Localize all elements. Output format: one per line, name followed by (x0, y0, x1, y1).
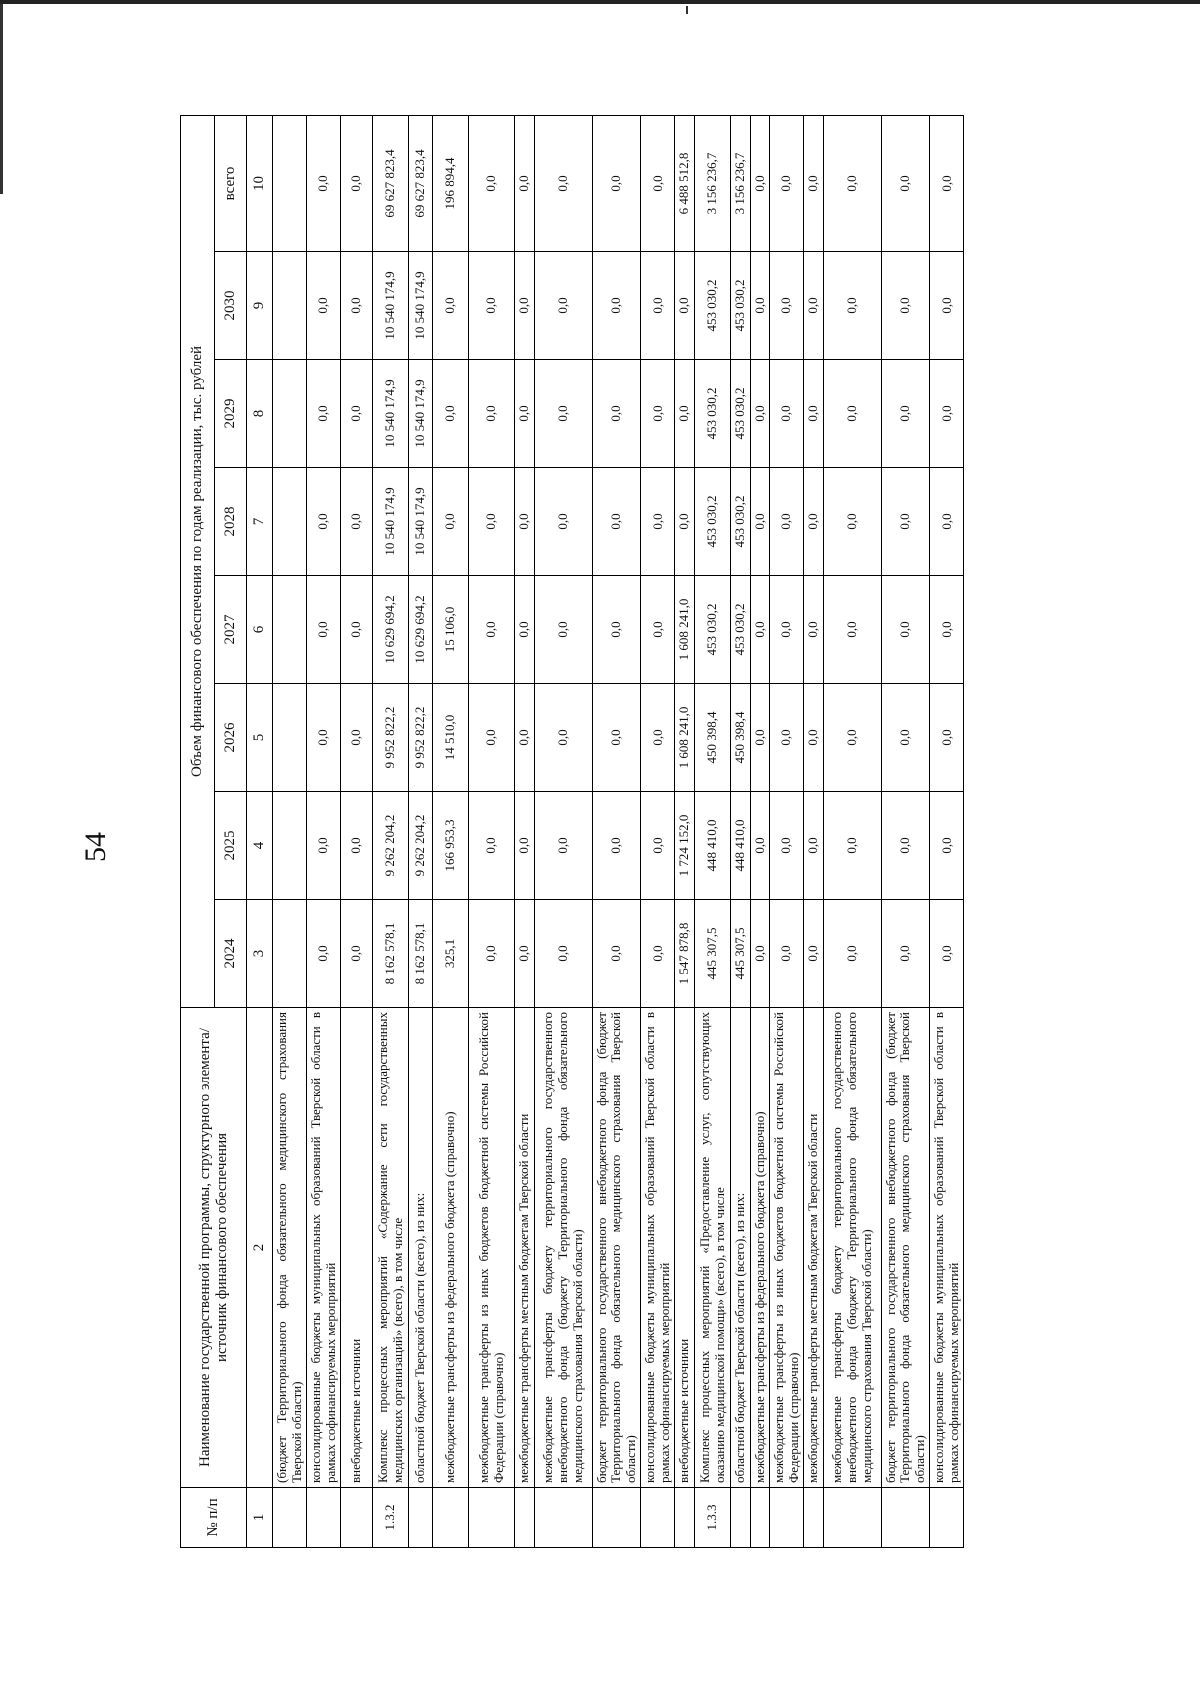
row-number (750, 1488, 770, 1548)
row-value: 448 410,0 (695, 792, 731, 900)
row-value: 0,0 (750, 252, 770, 360)
row-name: межбюджетные трансферты из иных бюджетов бюджетной системы Российской Федерации (справочно) (469, 1008, 515, 1488)
row-value: 8 162 578,1 (409, 900, 433, 1008)
row-value: 0,0 (804, 900, 824, 1008)
row-value: 0,0 (307, 468, 341, 576)
row-value: 0,0 (930, 792, 964, 900)
row-value: 0,0 (930, 360, 964, 468)
row-value: 0,0 (881, 900, 930, 1008)
row-value: 0,0 (770, 468, 804, 576)
row-name: Комплекс процессных мероприятий «Предоставление услуг, сопутствующих оказанию медицинской помощи» (всего), в том числе (695, 1008, 731, 1488)
row-value: 1 608 241,0 (675, 576, 695, 684)
table-row (823, 115, 881, 1547)
row-value: 0,0 (750, 576, 770, 684)
header-total: всего (215, 115, 247, 251)
header-index: 9 (247, 252, 273, 360)
row-value: 0,0 (804, 252, 824, 360)
scan-edge-top (0, 0, 1200, 4)
row-value: 0,0 (804, 792, 824, 900)
row-total: 6 488 512,8 (675, 115, 695, 251)
row-total: 0,0 (804, 115, 824, 251)
row-value: 0,0 (641, 252, 675, 360)
row-value: 0,0 (592, 252, 641, 360)
row-value: 14 510,0 (433, 684, 469, 792)
row-value: 0,0 (881, 684, 930, 792)
page-number: 54 (79, 832, 112, 862)
row-value: 0,0 (592, 684, 641, 792)
row-value: 453 030,2 (695, 576, 731, 684)
row-total: 0,0 (592, 115, 641, 251)
row-value: 0,0 (341, 468, 373, 576)
header-index: 1 (247, 1488, 273, 1548)
header-volume: Объем финансового обеспечения по годам реализации, тыс. рублей (181, 115, 215, 1007)
table-row (641, 115, 675, 1547)
row-value: 0,0 (469, 684, 515, 792)
row-value: 9 952 822,2 (409, 684, 433, 792)
row-value: 0,0 (675, 252, 695, 360)
table-row (592, 115, 641, 1547)
row-number (930, 1488, 964, 1548)
header-number: № п/п (181, 1488, 247, 1548)
row-value: 0,0 (469, 576, 515, 684)
row-value: 0,0 (823, 468, 881, 576)
row-value: 0,0 (534, 792, 592, 900)
row-value: 0,0 (641, 900, 675, 1008)
row-value: 453 030,2 (695, 468, 731, 576)
row-value: 0,0 (469, 468, 515, 576)
row-value: 0,0 (307, 684, 341, 792)
header-year: 2024 (215, 900, 247, 1008)
row-total: 3 156 236,7 (695, 115, 731, 251)
row-value: 0,0 (515, 360, 535, 468)
row-value: 448 410,0 (731, 792, 751, 900)
row-value: 0,0 (770, 252, 804, 360)
row-value (273, 684, 307, 792)
row-total: 196 894,4 (433, 115, 469, 251)
row-name: консолидированные бюджеты муниципальных образований Тверской области в рамках софинансируемых мероприятий (930, 1008, 964, 1488)
row-value: 450 398,4 (731, 684, 751, 792)
row-value (273, 576, 307, 684)
row-total: 0,0 (469, 115, 515, 251)
row-value: 0,0 (930, 900, 964, 1008)
header-year: 2026 (215, 684, 247, 792)
row-value: 0,0 (675, 468, 695, 576)
scan-edge-left (0, 4, 3, 194)
header-year: 2025 (215, 792, 247, 900)
row-value: 8 162 578,1 (373, 900, 409, 1008)
row-number (534, 1488, 592, 1548)
row-value: 0,0 (592, 360, 641, 468)
header-index: 5 (247, 684, 273, 792)
row-value: 0,0 (641, 576, 675, 684)
row-value: 0,0 (750, 900, 770, 1008)
row-number (273, 1488, 307, 1548)
header-index: 3 (247, 900, 273, 1008)
row-value: 0,0 (770, 900, 804, 1008)
row-value: 0,0 (307, 252, 341, 360)
row-name: внебюджетные источники (341, 1008, 373, 1488)
row-value: 0,0 (823, 576, 881, 684)
row-value: 0,0 (534, 576, 592, 684)
row-value: 0,0 (433, 252, 469, 360)
row-value: 10 540 174,9 (409, 360, 433, 468)
row-value: 0,0 (469, 792, 515, 900)
row-value: 1 724 152,0 (675, 792, 695, 900)
row-number (770, 1488, 804, 1548)
row-value: 0,0 (341, 252, 373, 360)
row-value: 10 629 694,2 (373, 576, 409, 684)
header-index: 4 (247, 792, 273, 900)
row-total: 0,0 (534, 115, 592, 251)
row-name: межбюджетные трансферты местным бюджетам Тверской области (515, 1008, 535, 1488)
header-year: 2027 (215, 576, 247, 684)
row-value: 0,0 (341, 360, 373, 468)
row-value: 0,0 (341, 900, 373, 1008)
row-value: 0,0 (515, 792, 535, 900)
row-value: 9 262 204,2 (373, 792, 409, 900)
row-value: 0,0 (534, 360, 592, 468)
row-value: 0,0 (341, 792, 373, 900)
row-value: 0,0 (641, 684, 675, 792)
row-total: 3 156 236,7 (731, 115, 751, 251)
row-value: 453 030,2 (731, 360, 751, 468)
row-value: 1 608 241,0 (675, 684, 695, 792)
row-value: 0,0 (469, 900, 515, 1008)
row-value: 453 030,2 (695, 360, 731, 468)
row-value: 0,0 (881, 468, 930, 576)
row-value: 0,0 (930, 252, 964, 360)
row-name: Комплекс процессных мероприятий «Содержание сети государственных медицинских организаций» (всего), в том числе (373, 1008, 409, 1488)
row-name: внебюджетные источники (675, 1008, 695, 1488)
row-total: 0,0 (515, 115, 535, 251)
row-value: 1 547 878,8 (675, 900, 695, 1008)
row-value: 166 953,3 (433, 792, 469, 900)
row-value: 0,0 (750, 360, 770, 468)
row-number (731, 1488, 751, 1548)
header-year: 2028 (215, 468, 247, 576)
row-value: 0,0 (750, 468, 770, 576)
row-total: 0,0 (750, 115, 770, 251)
row-value (273, 468, 307, 576)
row-value: 0,0 (341, 684, 373, 792)
row-value: 0,0 (433, 468, 469, 576)
row-value: 0,0 (675, 360, 695, 468)
row-value: 453 030,2 (731, 576, 751, 684)
row-number (881, 1488, 930, 1548)
row-number (469, 1488, 515, 1548)
row-value: 0,0 (307, 576, 341, 684)
header-name: Наименование государственной программы, структурного элемента/источник финансового обеспечения (181, 1008, 247, 1488)
row-value: 0,0 (433, 360, 469, 468)
table-row (750, 115, 770, 1547)
row-total: 0,0 (307, 115, 341, 251)
row-number (433, 1488, 469, 1548)
row-name: консолидированные бюджеты муниципальных образований Тверской области в рамках софинансируемых мероприятий (307, 1008, 341, 1488)
row-value: 0,0 (592, 792, 641, 900)
row-value: 0,0 (515, 576, 535, 684)
row-total: 0,0 (770, 115, 804, 251)
table-row (469, 115, 515, 1547)
header-index: 8 (247, 360, 273, 468)
row-value: 0,0 (823, 252, 881, 360)
row-name: межбюджетные трансферты местным бюджетам Тверской области (804, 1008, 824, 1488)
row-total: 69 627 823,4 (409, 115, 433, 251)
row-value: 0,0 (750, 792, 770, 900)
row-name: областной бюджет Тверской области (всего), из них: (731, 1008, 751, 1488)
row-value: 15 106,0 (433, 576, 469, 684)
row-number (592, 1488, 641, 1548)
row-value: 0,0 (592, 900, 641, 1008)
header-index: 7 (247, 468, 273, 576)
row-value: 0,0 (930, 576, 964, 684)
header-year: 2030 (215, 252, 247, 360)
row-value: 0,0 (515, 252, 535, 360)
row-value: 9 952 822,2 (373, 684, 409, 792)
row-value: 0,0 (307, 360, 341, 468)
table-row (695, 115, 731, 1547)
row-value: 0,0 (641, 792, 675, 900)
row-name: областной бюджет Тверской области (всего), из них: (409, 1008, 433, 1488)
row-value: 445 307,5 (695, 900, 731, 1008)
row-value: 0,0 (770, 684, 804, 792)
header-index-row (247, 115, 273, 1547)
row-number (675, 1488, 695, 1548)
row-total: 69 627 823,4 (373, 115, 409, 251)
table-row (341, 115, 373, 1547)
table-row (307, 115, 341, 1547)
header-year: 2029 (215, 360, 247, 468)
table-row (373, 115, 409, 1547)
header-index: 10 (247, 115, 273, 251)
row-number: 1.3.2 (373, 1488, 409, 1548)
row-value: 0,0 (770, 792, 804, 900)
row-value: 0,0 (534, 684, 592, 792)
row-value: 10 629 694,2 (409, 576, 433, 684)
row-value (273, 252, 307, 360)
table-row (273, 115, 307, 1547)
table-row (433, 115, 469, 1547)
row-value: 0,0 (534, 468, 592, 576)
row-value: 0,0 (534, 900, 592, 1008)
table-row (675, 115, 695, 1547)
header-row-1 (181, 115, 215, 1547)
row-value: 0,0 (641, 468, 675, 576)
row-value: 325,1 (433, 900, 469, 1008)
row-value: 0,0 (804, 684, 824, 792)
row-value: 0,0 (592, 576, 641, 684)
table-row (515, 115, 535, 1547)
row-name: (бюджет Территориального фонда обязательного медицинского страхования Тверской области) (273, 1008, 307, 1488)
row-value: 0,0 (823, 360, 881, 468)
row-value: 0,0 (930, 468, 964, 576)
row-value: 0,0 (881, 576, 930, 684)
row-total (273, 115, 307, 251)
row-number (307, 1488, 341, 1548)
row-value: 10 540 174,9 (373, 360, 409, 468)
row-value: 445 307,5 (731, 900, 751, 1008)
row-value: 0,0 (881, 360, 930, 468)
row-value: 0,0 (770, 360, 804, 468)
row-value: 10 540 174,9 (409, 468, 433, 576)
row-value: 0,0 (881, 252, 930, 360)
row-name: межбюджетные трансферты из федерального бюджета (справочно) (750, 1008, 770, 1488)
row-value: 453 030,2 (731, 252, 751, 360)
row-value: 0,0 (930, 684, 964, 792)
row-value: 0,0 (515, 900, 535, 1008)
row-total: 0,0 (641, 115, 675, 251)
row-total: 0,0 (930, 115, 964, 251)
table-row (930, 115, 964, 1547)
row-total: 0,0 (341, 115, 373, 251)
row-value: 10 540 174,9 (373, 252, 409, 360)
row-value: 0,0 (341, 576, 373, 684)
row-number (515, 1488, 535, 1548)
row-value: 0,0 (469, 360, 515, 468)
row-value: 0,0 (534, 252, 592, 360)
financing-table (180, 115, 964, 1548)
rotated-table-container (180, 116, 961, 1548)
row-value: 0,0 (881, 792, 930, 900)
row-value: 0,0 (804, 360, 824, 468)
row-name: межбюджетные трансферты бюджету территориального государственного внебюджетного фонда (бюджету Территориального фонда обязательного медицинского страхования Тверской области) (823, 1008, 881, 1488)
row-value: 9 262 204,2 (409, 792, 433, 900)
row-value: 10 540 174,9 (409, 252, 433, 360)
row-value: 0,0 (770, 576, 804, 684)
row-value (273, 900, 307, 1008)
row-number (341, 1488, 373, 1548)
row-value (273, 360, 307, 468)
table-body (273, 115, 964, 1547)
row-value: 10 540 174,9 (373, 468, 409, 576)
row-value: 0,0 (750, 684, 770, 792)
table-row (770, 115, 804, 1547)
table-row (409, 115, 433, 1547)
row-number: 1.3.3 (695, 1488, 731, 1548)
row-value (273, 792, 307, 900)
row-name: межбюджетные трансферты из иных бюджетов бюджетной системы Российской Федерации (справочно) (770, 1008, 804, 1488)
row-value: 450 398,4 (695, 684, 731, 792)
row-number (641, 1488, 675, 1548)
row-value: 0,0 (641, 360, 675, 468)
row-total: 0,0 (881, 115, 930, 251)
header-index: 2 (247, 1008, 273, 1488)
row-value: 0,0 (469, 252, 515, 360)
table-row (881, 115, 930, 1547)
row-value: 0,0 (515, 468, 535, 576)
row-value: 0,0 (307, 900, 341, 1008)
row-number (804, 1488, 824, 1548)
row-value: 453 030,2 (695, 252, 731, 360)
row-value: 453 030,2 (731, 468, 751, 576)
row-value: 0,0 (804, 576, 824, 684)
row-name: бюджет территориального государственного внебюджетного фонда (бюджет Территориального фонда обязательного медицинского страхования Тверской области) (592, 1008, 641, 1488)
row-total: 0,0 (823, 115, 881, 251)
row-value: 0,0 (823, 900, 881, 1008)
header-index: 6 (247, 576, 273, 684)
row-name: межбюджетные трансферты из федерального бюджета (справочно) (433, 1008, 469, 1488)
row-value: 0,0 (515, 684, 535, 792)
scan-mark (686, 6, 688, 14)
row-name: межбюджетные трансферты бюджету территориального государственного внебюджетного фонда (бюджету Территориального фонда обязательного медицинского страхования Тверской области) (534, 1008, 592, 1488)
row-value: 0,0 (592, 468, 641, 576)
table-row (804, 115, 824, 1547)
row-number (409, 1488, 433, 1548)
row-value: 0,0 (307, 792, 341, 900)
row-name: бюджет территориального государственного внебюджетного фонда (бюджет Территориального фонда обязательного медицинского страхования Тверской области) (881, 1008, 930, 1488)
table-row (731, 115, 751, 1547)
row-value: 0,0 (804, 468, 824, 576)
row-value: 0,0 (823, 684, 881, 792)
row-value: 0,0 (823, 792, 881, 900)
row-name: консолидированные бюджеты муниципальных образований Тверской области в рамках софинансируемых мероприятий (641, 1008, 675, 1488)
row-number (823, 1488, 881, 1548)
table-row (534, 115, 592, 1547)
